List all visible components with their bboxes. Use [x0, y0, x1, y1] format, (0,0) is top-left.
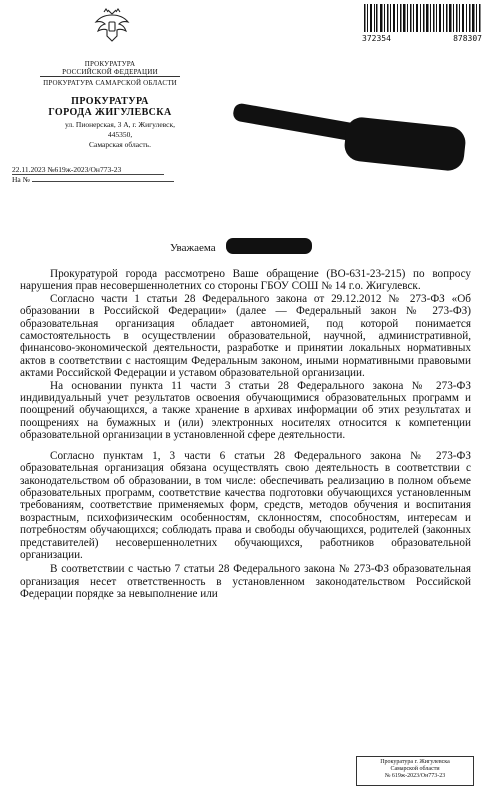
barcode-numbers — [362, 34, 482, 43]
outgoing-reference — [12, 165, 164, 175]
org-name-line: ПРОКУРАТУРА — [84, 60, 136, 68]
paragraph: Согласно части 1 статьи 28 Федерального закона от 29.12.2012 № 273-ФЗ «Об образовании в Российской Федерации» (далее — Федеральный закон № 273-ФЗ) образовательная организация обладает автономией, под которой понимается самостоятельность в осуществлении образовательной, научной, административной, финансово-экономической деятельности, разработке и принятии локальных нормативных актов в соответствии с настоящим Федеральным законом, иными нормативными правовыми актами Российской Федерации и уставом образовательной организации. — [20, 292, 471, 380]
redaction-bar — [226, 238, 312, 254]
stamp-line: № 619ж-2023/Он773-23 — [384, 773, 446, 780]
blank-line — [32, 181, 174, 182]
incoming-reference — [12, 175, 174, 184]
address-line: ул. Пионерская, 3 А, г. Жигулевск, 445350, — [65, 120, 175, 139]
address — [58, 120, 182, 150]
coat-of-arms-icon — [92, 6, 132, 46]
org-name-line: ПРОКУРАТУРА САМАРСКОЙ ОБЛАСТИ — [43, 79, 177, 87]
barcode-number: 878307 — [453, 34, 482, 43]
divider — [40, 76, 180, 77]
office-title-line: ГОРОДА ЖИГУЛЕВСКА — [48, 107, 172, 118]
org-name-line: РОССИЙСКОЙ ФЕДЕРАЦИИ — [62, 68, 158, 76]
greeting: Уважаема — [170, 242, 216, 254]
stamp-line: Прокуратура г. Жигулевска — [380, 759, 450, 765]
registration-stamp — [356, 756, 474, 786]
barcode — [362, 4, 482, 32]
reference-label: На № — [12, 175, 30, 184]
paragraph: В соответствии с частью 7 статьи 28 Федерального закона № 273-ФЗ образовательная организация несет ответственность в установленном законодательством Российской Федерации порядке за невыполнение или — [20, 563, 471, 601]
letter-body — [20, 268, 471, 601]
barcode-number: 372354 — [362, 34, 391, 43]
redaction-bar — [343, 116, 467, 172]
reference-number: 22.11.2023 №619ж-2023/Он773-23 — [12, 165, 164, 175]
office-title-line: ПРОКУРАТУРА — [71, 96, 149, 107]
paragraph: На основании пункта 11 части 3 статьи 28 Федерального закона № 273-ФЗ индивидуальный учет результатов освоения обучающимися образовательных программ и поощрений обучающихся, а также хранение в архивах информации об этих результатах и поощрениях на бумажных и (или) электронных носителях относится к компетенции образовательной организации в установленной сфере деятельности. — [20, 379, 471, 442]
paragraph: Прокуратурой города рассмотрено Ваше обращение (ВО-631-23-215) по вопросу нарушения прав несовершеннолетних со стороны ГБОУ СОШ № 14 г.о. Жигулевск. — [20, 268, 471, 293]
paragraph: Согласно пунктам 1, 3 части 6 статьи 28 Федерального закона № 273-ФЗ образовательная организация обязана осуществлять свою деятельность в соответствии с законодательством об образовании, в том числе: обеспечивать реализацию в полном объеме образовательных программ, соответствие качества подготовки обучающихся установленным требованиям, соответствие применяемых форм, средств, методов обучения и воспитания возрастным, психофизическим особенностям, склонностям, способностям, интересам и потребностям обучающихся; соблюдать права и свободы обучающихся, родителей (законных представителей) несовершеннолетних обучающихся, работников образовательной организации. — [20, 449, 471, 561]
address-line: Самарская область. — [89, 140, 151, 149]
stamp-line: Самарской области — [390, 766, 440, 773]
office-title — [40, 96, 180, 118]
